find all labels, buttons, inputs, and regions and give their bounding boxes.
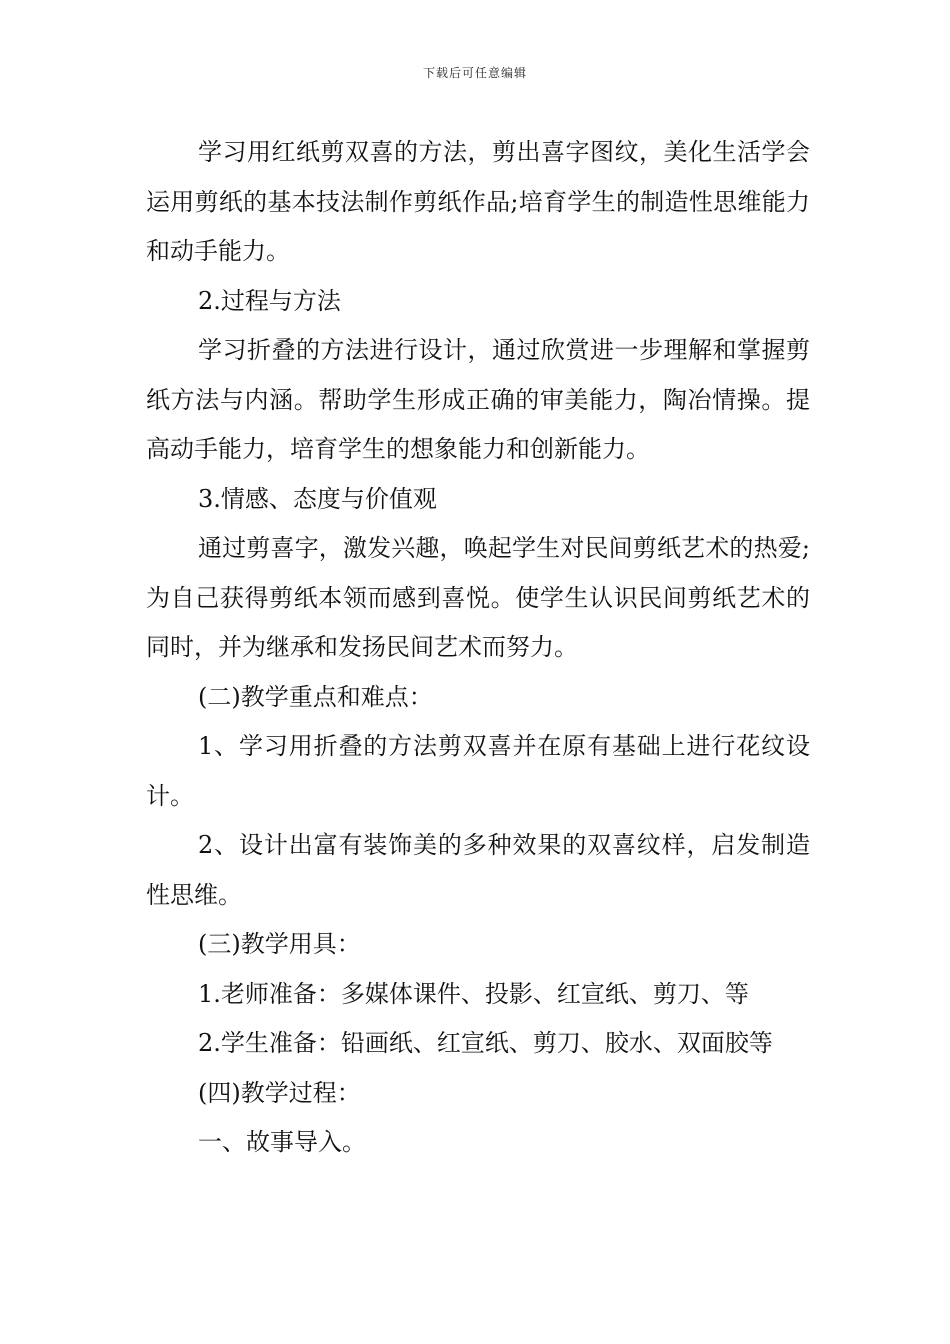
paragraph-student-prep: 2.学生准备：铅画纸、红宣纸、剪刀、胶水、双面胶等 <box>198 1029 773 1057</box>
paragraph-emotion-attitude-values: 通过剪喜字，激发兴趣，唤起学生对民间剪纸艺术的热爱;为自己获得剪纸本领而感到喜悦。使学生认识民间剪纸艺术的同时，并为继承和发扬民间艺术而努力。 <box>146 534 810 661</box>
header-note: 下载后可任意编辑 <box>422 66 527 80</box>
paragraph-story-intro: 一、故事导入。 <box>198 1128 366 1156</box>
heading-teaching-process: (四)教学过程： <box>198 1078 361 1107</box>
document-body <box>146 128 810 1168</box>
heading-key-points: (二)教学重点和难点： <box>198 682 433 711</box>
paragraph-objectives-skills: 学习用红纸剪双喜的方法，剪出喜字图纹，美化生活学会运用剪纸的基本技法制作剪纸作品;培育学生的制造性思维能力和动手能力。 <box>146 138 810 265</box>
paragraph-key-point-1: 1、学习用折叠的方法剪双喜并在原有基础上进行花纹设计。 <box>146 732 810 810</box>
paragraph-key-point-2: 2、设计出富有装饰美的多种效果的双喜纹样，启发制造性思维。 <box>146 831 810 909</box>
heading-emotion-attitude-values: 3.情感、态度与价值观 <box>198 484 437 513</box>
heading-teaching-tools: (三)教学用具： <box>198 930 361 958</box>
paragraph-process-and-method: 学习折叠的方法进行设计，通过欣赏进一步理解和掌握剪纸方法与内涵。帮助学生形成正确的审美能力，陶冶情操。提高动手能力，培育学生的想象能力和创新能力。 <box>146 336 810 463</box>
heading-process-and-method: 2.过程与方法 <box>198 286 341 315</box>
paragraph-teacher-prep: 1.老师准备：多媒体课件、投影、红宣纸、剪刀、等 <box>198 979 749 1008</box>
